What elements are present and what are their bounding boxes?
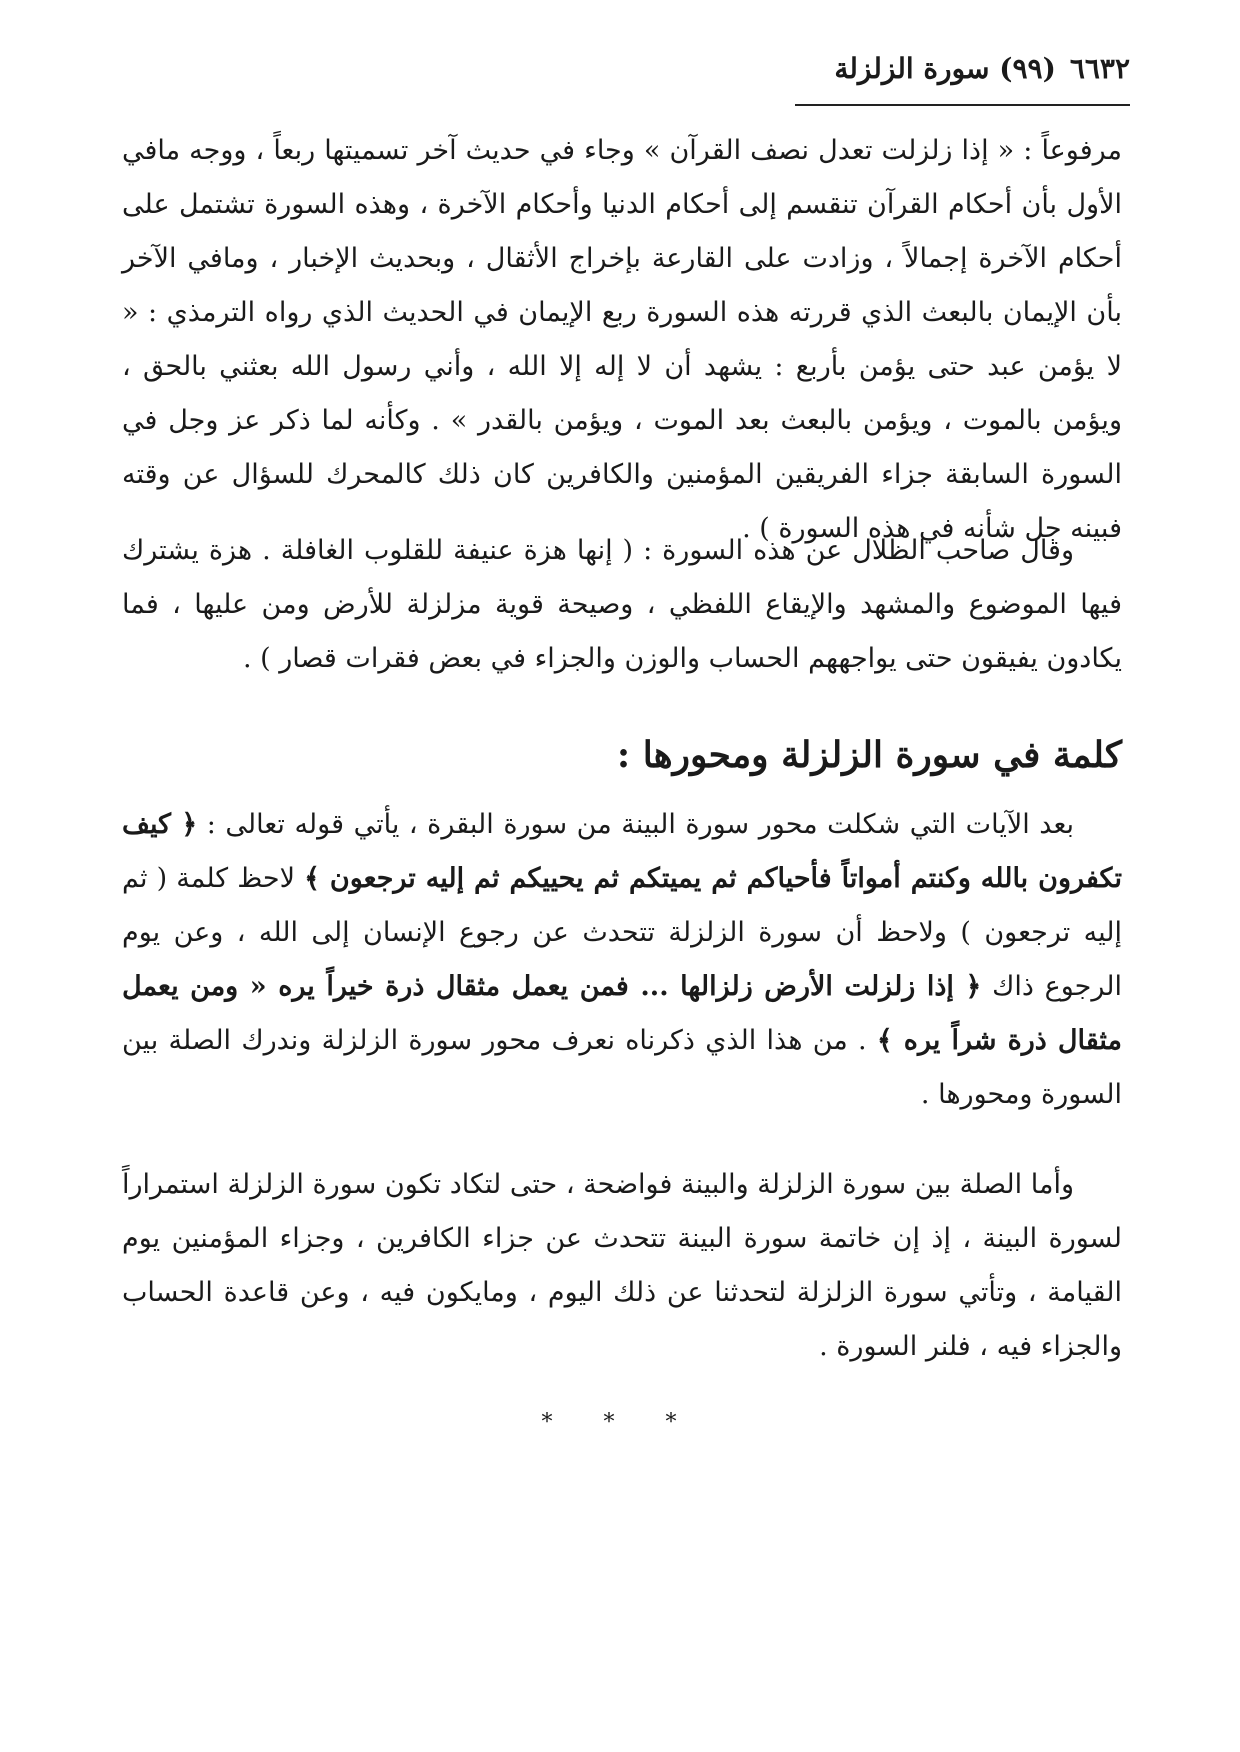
quran-verse: ﴿ إذا زلزلت الأرض زلزالها ... فمن يعمل مثقال ذرة خيراً يره « ومن يعمل مثقال ذرة شراً يره ﴾ — [122, 971, 1122, 1056]
surah-title: (٩٩) سورة الزلزلة — [834, 52, 1056, 85]
page-number: ٦٦٣٢ — [1069, 52, 1130, 85]
paragraph-text — [122, 798, 1122, 1122]
paragraph-4 — [122, 1158, 1122, 1374]
section-heading: كلمة في سورة الزلزلة ومحورها : — [616, 734, 1122, 776]
text-span: بعد الآيات التي شكلت محور سورة البينة من سورة البقرة ، يأتي قوله تعالى : — [206, 809, 1075, 840]
page-header — [800, 52, 1130, 85]
paragraph-2 — [122, 524, 1122, 686]
section-separator-stars: * * * — [541, 1410, 699, 1435]
text-span: . من هذا الذي ذكرناه نعرف محور سورة الزلزلة وندرك الصلة بين السورة ومحورها . — [122, 1025, 1122, 1110]
section-heading-block — [122, 728, 1122, 782]
paragraph-text: وأما الصلة بين سورة الزلزلة والبينة فواضحة ، حتى لتكاد تكون سورة الزلزلة استمراراً لسورة البينة ، إذ إن خاتمة سورة البينة تتحدث عن جزاء الكافرين ، وجزاء المؤمنين يوم القيامة ، وتأتي سورة الزلزلة لتحدثنا عن ذلك اليوم ، ومايكون فيه ، وعن قاعدة الحساب والجزاء فيه ، فلنر السورة . — [122, 1169, 1122, 1362]
header-divider — [795, 104, 1130, 106]
paragraph-text: وقال صاحب الظلال عن هذه السورة : ( إنها هزة عنيفة للقلوب الغافلة . هزة يشترك فيها الموضوع والمشهد والإيقاع اللفظي ، وصيحة قوية مزلزلة للأرض ومن عليها ، فما يكادون يفيقون حتى يواجههم الحساب والوزن والجزاء في بعض فقرات قصار ) . — [122, 535, 1122, 674]
paragraph-text: مرفوعاً : « إذا زلزلت تعدل نصف القرآن » وجاء في حديث آخر تسميتها ربعاً ، ووجه مافي الأول بأن أحكام القرآن تنقسم إلى أحكام الدنيا وأحكام الآخرة ، وهذه السورة تشتمل على أحكام الآخرة إجمالاً ، وزادت على القارعة بإخراج الأثقال ، وبحديث الإخبار ، ومافي الآخر بأن الإيمان بالبعث الذي قررته هذه السورة ربع الإيمان في الحديث الذي رواه الترمذي : « لا يؤمن عبد حتى يؤمن بأربع : يشهد أن لا إله إلا الله ، وأني رسول الله بعثني بالحق ، ويؤمن بالموت ، ويؤمن بالبعث بعد الموت ، ويؤمن بالقدر » . وكأنه لما ذكر عز وجل في السورة السابقة جزاء الفريقين المؤمنين والكافرين كان ذلك كالمحرك للسؤال عن وقته فبينه جل شأنه في هذه السورة ) . — [122, 135, 1122, 544]
paragraph-3 — [122, 798, 1122, 1122]
quran-verse: ﴿ كيف تكفرون بالله وكنتم أمواتاً فأحياكم ثم يميتكم ثم يحييكم ثم إليه ترجعون ﴾ — [122, 809, 1122, 894]
text-span: لاحظ كلمة ( ثم إليه ترجعون ) ولاحظ أن سورة الزلزلة تتحدث عن رجوع الإنسان إلى الله ، وعن يوم الرجوع ذاك — [122, 863, 1122, 1002]
paragraph-1 — [122, 124, 1122, 556]
